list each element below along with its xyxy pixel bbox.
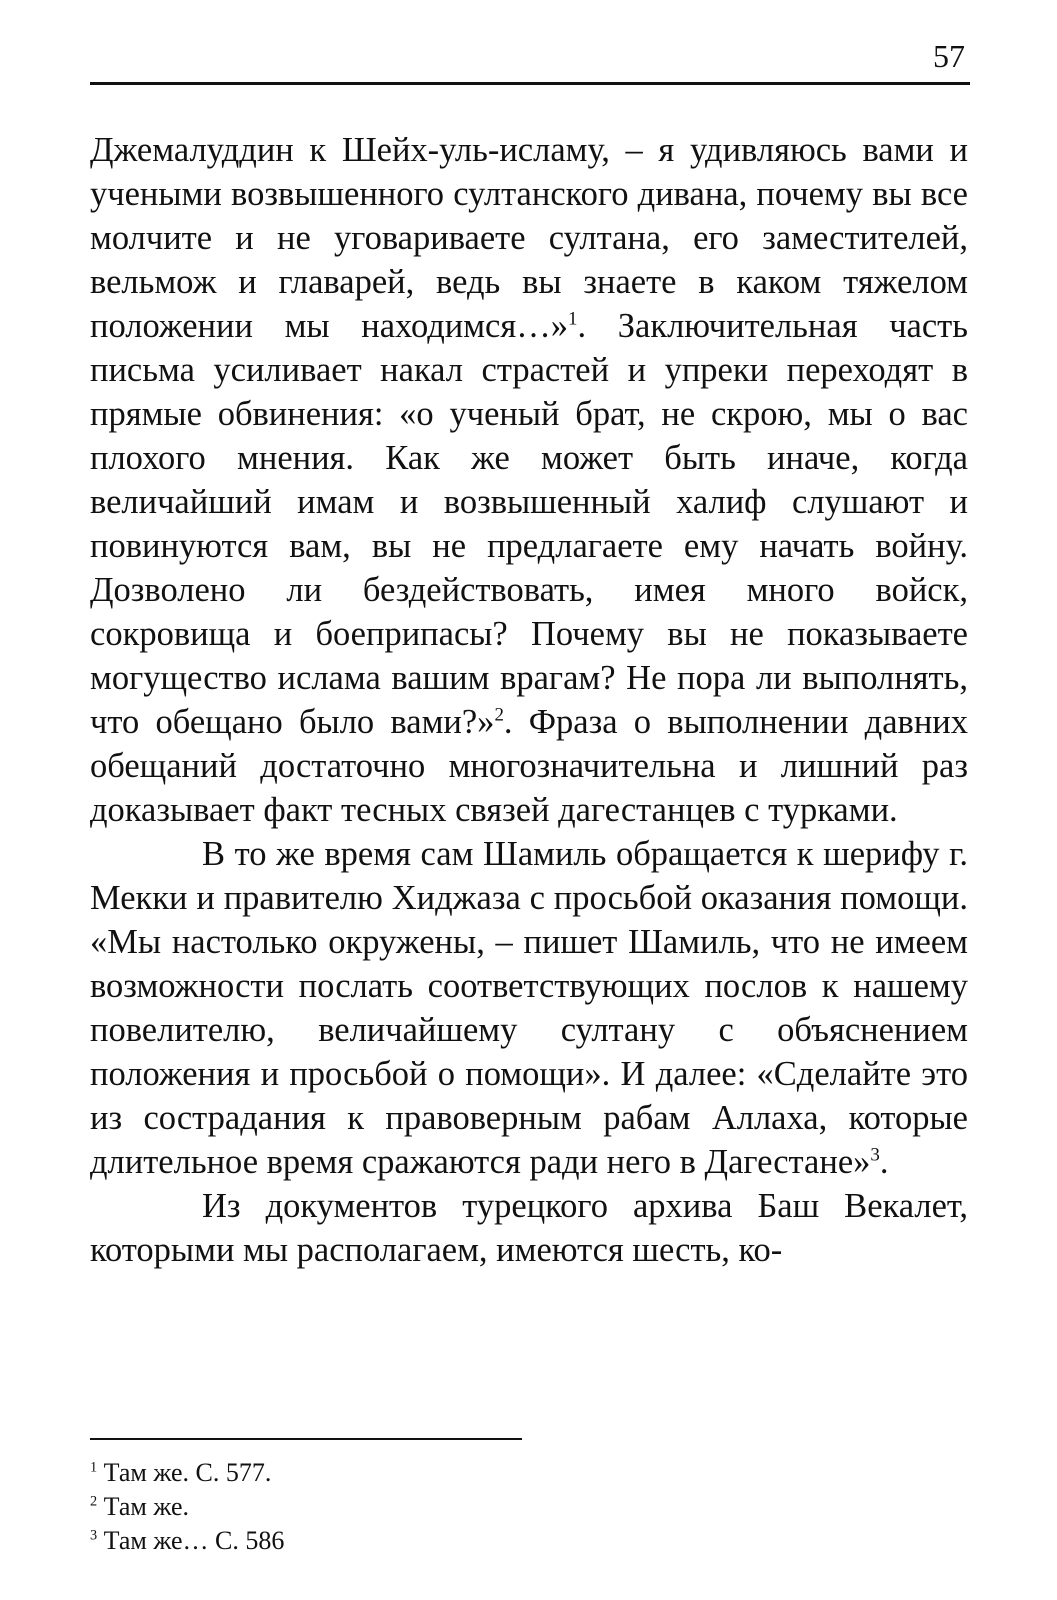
body-text — [90, 128, 968, 1272]
paragraph-text: . Фраза о выполнении давних обещаний достаточно многозначительна и лишний раз доказывает факт тесных связей дагестанцев с турками. — [90, 703, 968, 829]
paragraph-text: В то же время сам Шамиль обращается к шерифу г. Мекки и правителю Хиджаза с просьбой оказания помощи. «Мы настолько окружены, – пишет Шамиль, что не имеем возможности послать соответствующих послов к нашему повелителю, величайшему султану с объяснением положения и просьбой о помощи». И далее: «Сделайте это из сострадания к правоверным рабам Аллаха, которые длительное время сражаются ради него в Дагестане» — [90, 835, 968, 1181]
page-number: 57 — [933, 38, 965, 74]
footnote-mark: 1 — [90, 1459, 98, 1476]
paragraph-2 — [90, 832, 968, 1184]
footnote-mark: 2 — [90, 1493, 98, 1510]
footnote-rule — [90, 1438, 522, 1440]
footnote-reference: 3 — [870, 1144, 880, 1166]
footnote-text: Там же… С. 586 — [103, 1526, 285, 1555]
paragraph-1 — [90, 128, 968, 832]
footnote-mark: 3 — [90, 1527, 98, 1544]
footnote-text: Там же. — [103, 1492, 190, 1521]
paragraph-text: Из документов турецкого архива Баш Векалет, которыми мы располагаем, имеются шесть, ко- — [90, 1187, 968, 1269]
footnote — [90, 1524, 970, 1558]
paragraph-text: . — [879, 1143, 889, 1181]
paragraph-3 — [90, 1184, 968, 1272]
footnote-reference: 1 — [567, 308, 578, 330]
footnote-text: Там же. С. 577. — [103, 1458, 272, 1487]
footnote — [90, 1456, 970, 1490]
footnote-reference: 2 — [494, 704, 504, 726]
footnote — [90, 1490, 970, 1524]
paragraph-text: . Заключительная часть письма усиливает накал страстей и упреки переходят в прямые обвинения: «о ученый брат, не скрою, мы о вас плохого мнения. Как же может быть иначе, когда величайший имам и возвышенный халиф слушают и повинуются вам, вы не предлагаете ему начать войну. Дозволено ли бездействовать, имея много войск, сокровища и боеприпасы? Почему вы не показываете могущество ислама вашим врагам? Не пора ли выполнять, что обещано было вами?» — [90, 307, 968, 741]
header-rule — [90, 82, 970, 85]
footnotes — [90, 1456, 970, 1558]
paragraph-text: Джемалуддин к Шейх-уль-исламу, – я удивляюсь вами и учеными возвышенного султанского дивана, почему вы все молчите и не уговариваете султана, его заместителей, вельмож и главарей, ведь вы знаете в каком тяжелом положении мы находимся…» — [90, 131, 968, 345]
